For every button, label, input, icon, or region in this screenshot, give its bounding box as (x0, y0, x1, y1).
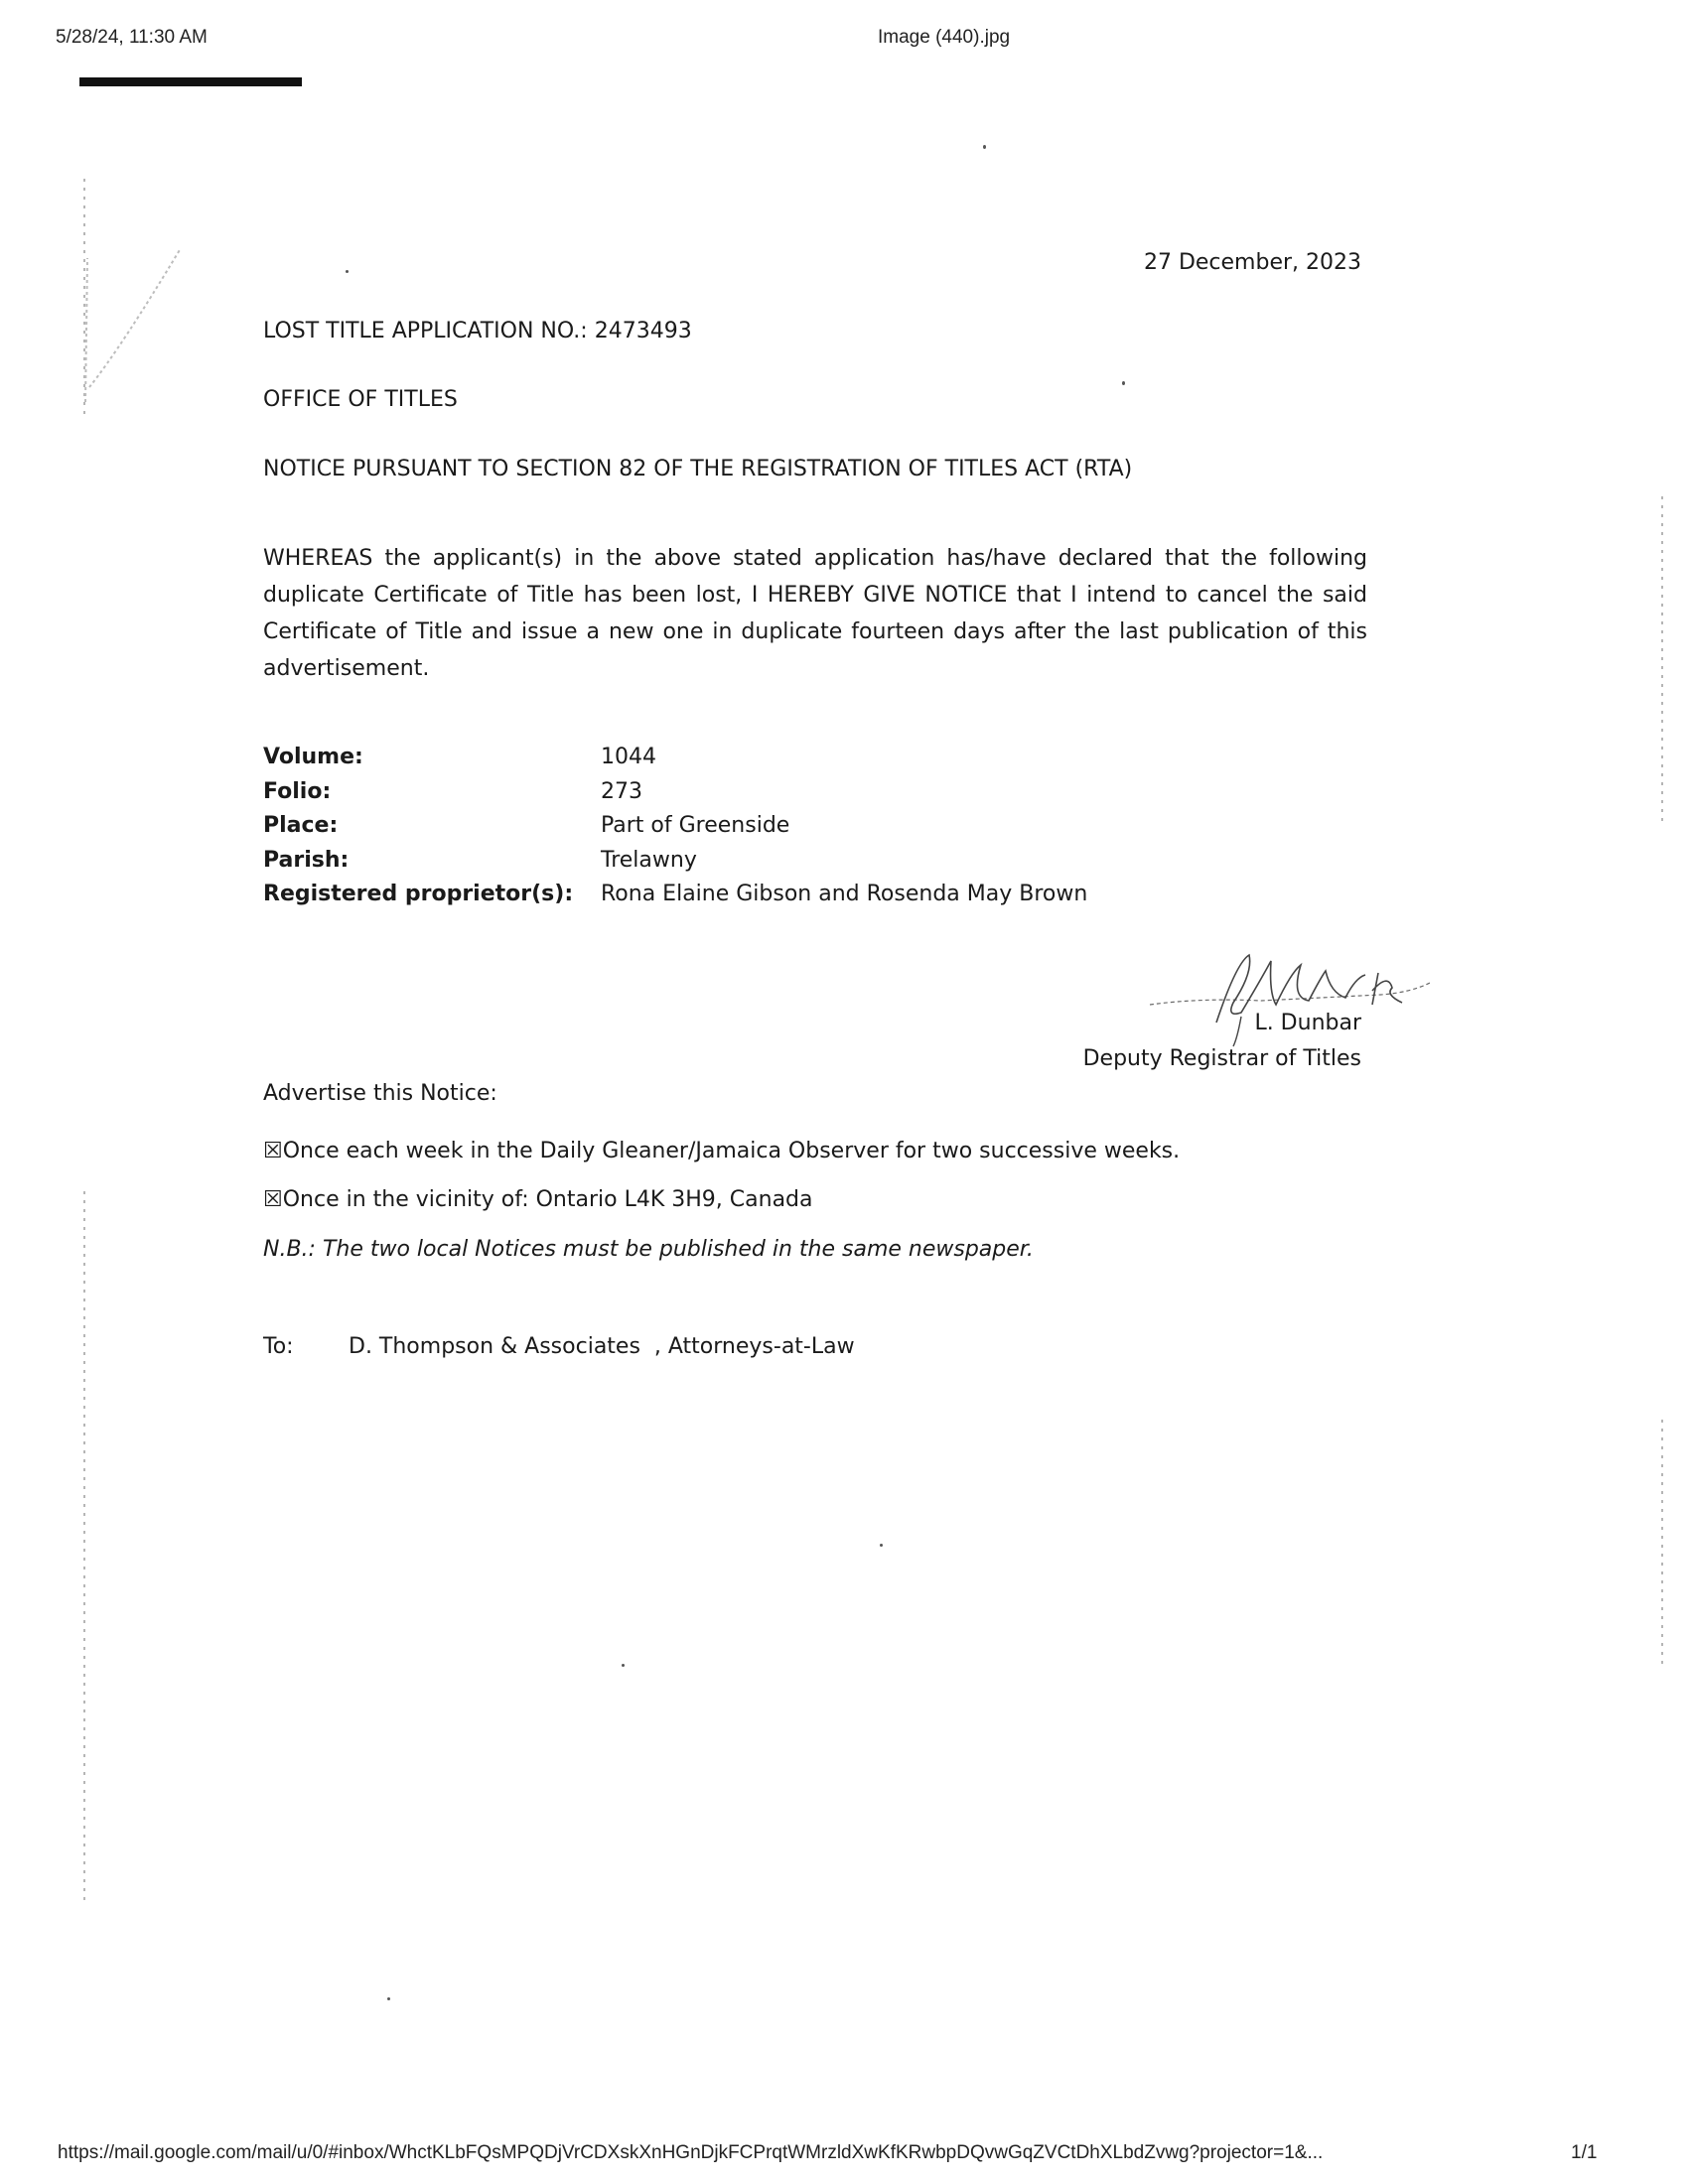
print-page-number: 1/1 (1571, 2142, 1598, 2163)
to-label: To: (263, 1334, 294, 1359)
advertise-heading: Advertise this Notice: (263, 1081, 497, 1106)
detail-label: Registered proprietor(s): (263, 882, 574, 906)
scan-speck (346, 270, 349, 273)
detail-row-proprietors (263, 878, 1087, 912)
print-datetime: 5/28/24, 11:30 AM (56, 27, 208, 48)
detail-value: Rona Elaine Gibson and Rosenda May Brown (601, 882, 1088, 906)
detail-value: 273 (601, 778, 642, 804)
detail-label: Volume: (263, 745, 363, 769)
detail-value: Part of Greenside (601, 813, 790, 838)
detail-label: Folio: (263, 778, 332, 804)
notice-body: WHEREAS the applicant(s) in the above stated application has/have declared that the following duplicate Certificate of Title has been lost, I HEREBY GIVE NOTICE that I intend to cancel the said Certificate of Title and issue a new one in duplicate fourteen days after the last publication of this advertisement. (263, 546, 1367, 681)
scan-edge-right (1661, 496, 1663, 824)
detail-label: Parish: (263, 847, 350, 873)
notice-heading: NOTICE PURSUANT TO SECTION 82 OF THE REGISTRATION OF TITLES ACT (RTA) (263, 457, 1133, 481)
redaction-bar (79, 77, 302, 86)
application-line (263, 313, 692, 349)
detail-value: Trelawny (601, 847, 697, 873)
office-title: OFFICE OF TITLES (263, 387, 458, 412)
detail-label: Place: (263, 813, 339, 838)
application-label: LOST TITLE APPLICATION NO.: (263, 319, 588, 343)
detail-row-volume (263, 741, 1087, 775)
nb-note: N.B.: The two local Notices must be published in the same newspaper. (263, 1237, 1034, 1262)
scan-speck (387, 1997, 390, 2000)
print-url: https://mail.google.com/mail/u/0/#inbox/WhctKLbFQsMPQDjVrCDXskXnHGnDjkFCPrqtWMrzldXwKfKRwbpDQvwGqZVCtDhXLbdZvwg?projector=1&... (58, 2142, 1324, 2163)
detail-row-parish (263, 844, 1087, 879)
advertise-item-newspaper: ☒Once each week in the Daily Gleaner/Jamaica Observer for two successive weeks. (263, 1139, 1181, 1163)
to-value: D. Thompson & Associates , Attorneys-at-Law (349, 1334, 855, 1359)
detail-row-place (263, 809, 1087, 844)
scan-speck (1122, 381, 1125, 385)
signatory-title: Deputy Registrar of Titles (1082, 1046, 1361, 1071)
signatory-name: L. Dunbar (1254, 1011, 1361, 1035)
detail-row-folio (263, 775, 1087, 810)
print-filename: Image (440).jpg (878, 27, 1011, 48)
scan-smudge (81, 238, 191, 407)
scan-speck (983, 145, 986, 149)
scan-edge-left-lower (83, 1191, 85, 1906)
advertise-item-vicinity: ☒Once in the vicinity of: Ontario L4K 3H9, Canada (263, 1187, 813, 1212)
scan-edge-right-lower (1661, 1420, 1663, 1668)
title-details (263, 741, 1087, 912)
notice-date: 27 December, 2023 (1143, 250, 1361, 275)
application-number: 2473493 (594, 319, 692, 343)
detail-value: 1044 (601, 745, 656, 769)
scan-speck (622, 1664, 625, 1667)
addressee-line (263, 1328, 855, 1365)
scan-speck (880, 1544, 883, 1547)
